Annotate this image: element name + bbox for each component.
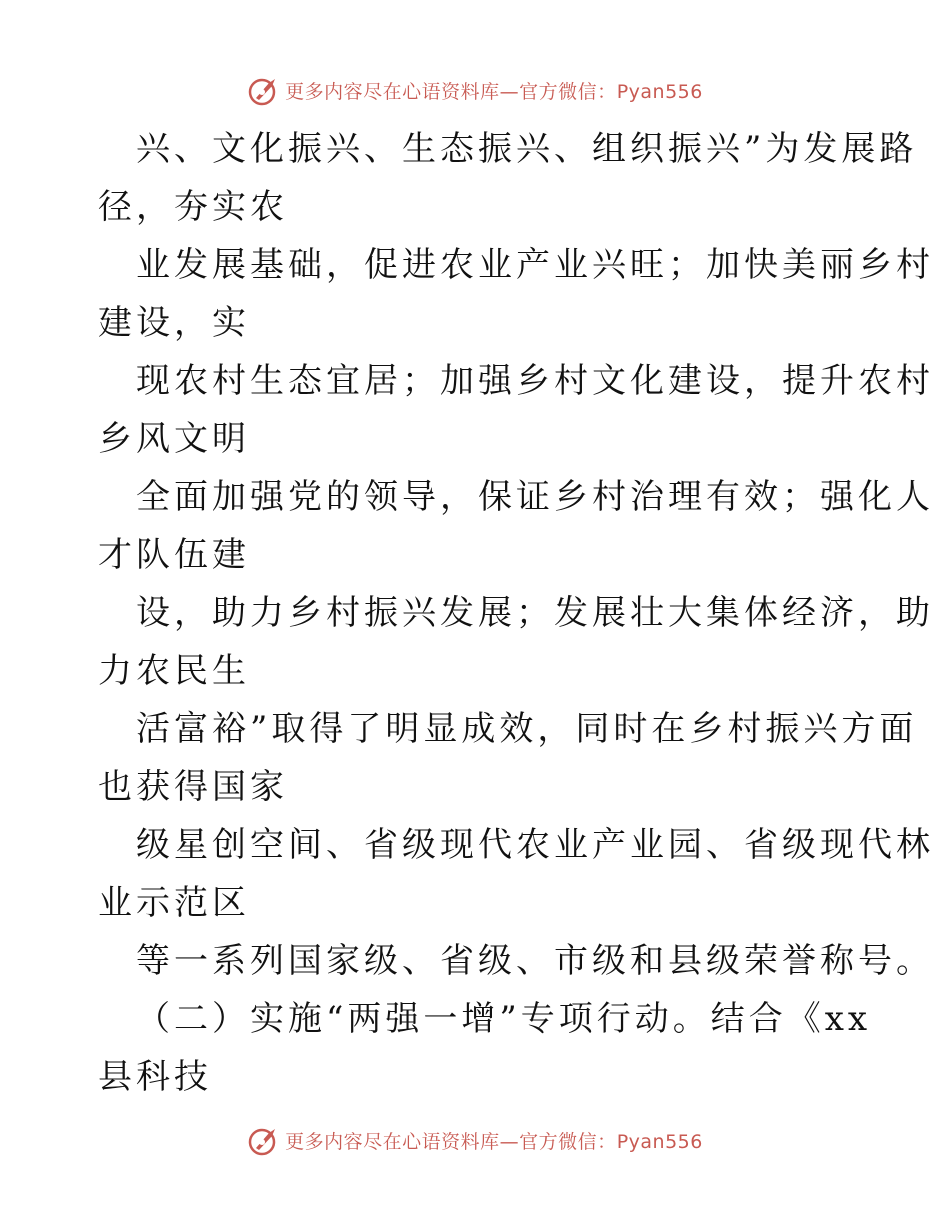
document-line: 力农民生 — [98, 651, 250, 691]
document-line: （二）实施“两强一增”专项行动。结合《xx — [136, 999, 872, 1039]
document-line: 业发展基础，促进农业产业兴旺；加快美丽乡村 — [136, 245, 934, 285]
watermark-separator: — — [499, 1130, 520, 1153]
document-line: 乡风文明 — [98, 419, 250, 459]
document-line: 径，夯实农 — [98, 187, 288, 227]
watermark-separator: — — [499, 80, 520, 103]
document-line: 设，助力乡村振兴发展；发展壮大集体经济，助 — [136, 593, 934, 633]
watermark-wechat-label: 官方微信： — [519, 1130, 617, 1153]
quill-logo-icon — [247, 1123, 281, 1157]
watermark-wechat-id: Pyan556 — [616, 80, 703, 103]
document-line: 县科技 — [98, 1057, 212, 1097]
document-line: 也获得国家 — [98, 767, 288, 807]
watermark-text: 更多内容尽在心语资料库 — [285, 1130, 500, 1153]
document-line: 业示范区 — [98, 883, 250, 923]
watermark-wechat-id: Pyan556 — [616, 1130, 703, 1153]
document-line: 建设，实 — [98, 303, 250, 343]
document-line: 活富裕”取得了明显成效，同时在乡村振兴方面 — [136, 709, 918, 749]
document-line: 全面加强党的领导，保证乡村治理有效；强化人 — [136, 477, 934, 517]
document-line: 才队伍建 — [98, 535, 250, 575]
document-body — [98, 120, 934, 1106]
document-line: 兴、文化振兴、生态振兴、组织振兴”为发展路 — [136, 129, 918, 169]
document-line: 等一系列国家级、省级、市级和县级荣誉称号。 — [136, 941, 934, 981]
footer-watermark — [0, 1122, 950, 1158]
document-line: 级星创空间、省级现代农业产业园、省级现代林 — [136, 825, 934, 865]
watermark-wechat-label: 官方微信： — [519, 80, 617, 103]
quill-logo-icon — [247, 73, 281, 107]
document-line: 现农村生态宜居；加强乡村文化建设，提升农村 — [136, 361, 934, 401]
watermark-text: 更多内容尽在心语资料库 — [285, 80, 500, 103]
header-watermark — [0, 72, 950, 108]
